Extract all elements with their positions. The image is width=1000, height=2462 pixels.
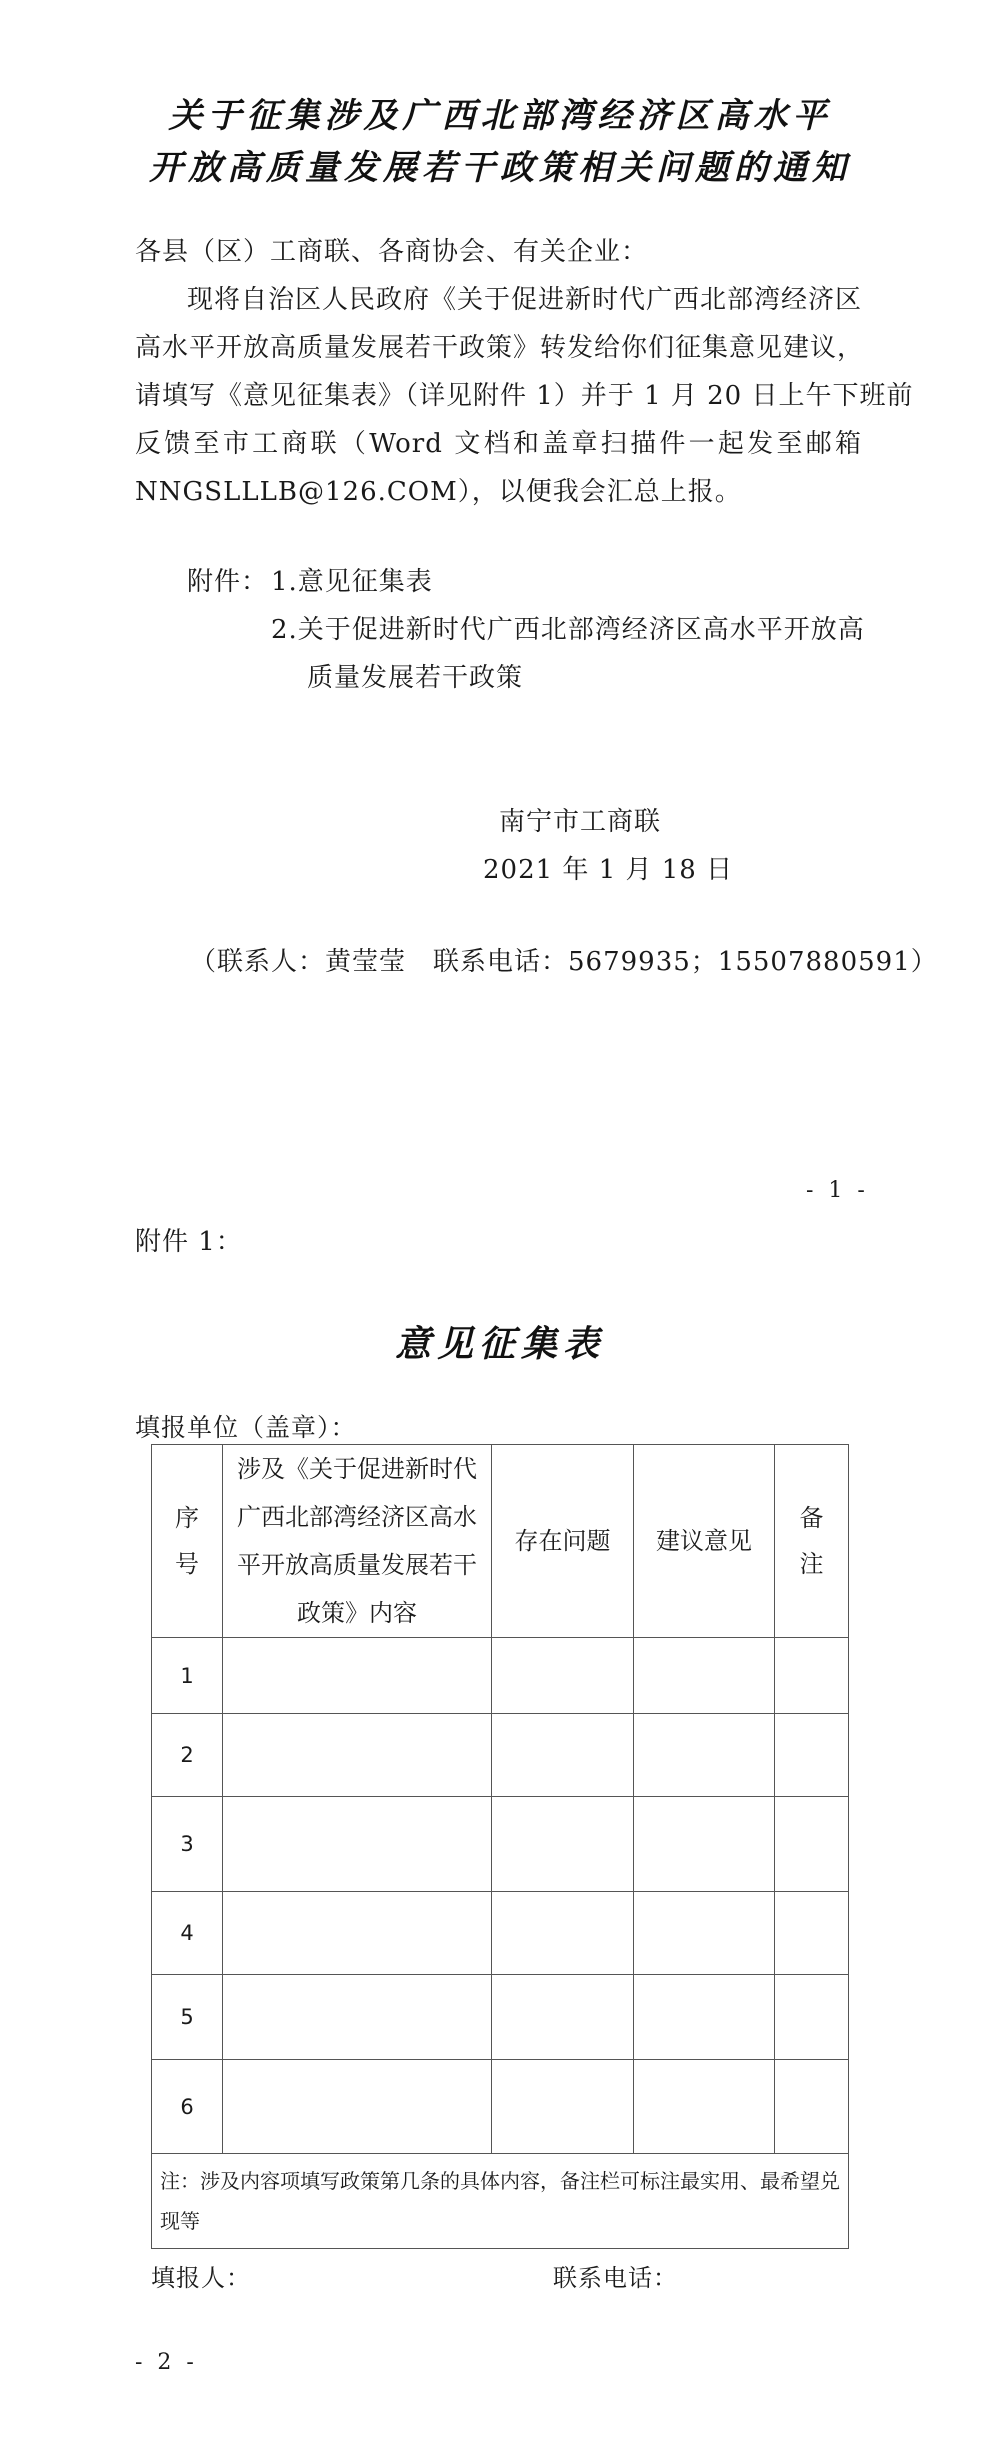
suggestions-cell[interactable] xyxy=(634,1975,775,2060)
table-note: 注：涉及内容项填写政策第几条的具体内容，备注栏可标注最实用、最希望兑现等 xyxy=(152,2154,849,2249)
problems-cell[interactable] xyxy=(492,1714,634,1797)
filler-label: 填报人： xyxy=(151,2264,251,2292)
policy-cell[interactable] xyxy=(223,1714,492,1797)
body-line-1: 现将自治区人民政府《关于促进新时代广西北部湾经济区 xyxy=(187,285,863,315)
problems-cell[interactable] xyxy=(492,1892,634,1975)
table-row xyxy=(152,2060,849,2154)
remarks-cell[interactable] xyxy=(775,2060,849,2154)
page-number-2: - 2 - xyxy=(135,2350,198,2375)
suggestions-cell[interactable] xyxy=(634,1714,775,1797)
body-line-4: 反馈至市工商联（Word 文档和盖章扫描件一起发至邮箱 xyxy=(135,429,862,459)
suggestions-cell[interactable] xyxy=(634,2060,775,2154)
form-title: 意见征集表 xyxy=(394,1323,605,1365)
problems-cell[interactable] xyxy=(492,1975,634,2060)
problems-cell[interactable] xyxy=(492,1638,634,1714)
row-index: 4 xyxy=(152,1892,223,1975)
phone-label: 联系电话： xyxy=(553,2264,678,2292)
row-index: 5 xyxy=(152,1975,223,2060)
header-remarks: 备注 xyxy=(775,1445,849,1638)
feedback-table xyxy=(151,1444,849,2249)
page-number-1: - 1 - xyxy=(806,1178,869,1203)
policy-cell[interactable] xyxy=(223,1797,492,1892)
table-note-row xyxy=(152,2154,849,2249)
contact-info: （联系人：黄莹莹 联系电话：5679935；15507880591） xyxy=(190,947,938,977)
body-line-5: NNGSLLLB@126.COM），以便我会汇总上报。 xyxy=(135,477,742,507)
table-row xyxy=(152,1797,849,1892)
body-line-2: 高水平开放高质量发展若干政策》转发给你们征集意见建议， xyxy=(135,333,865,363)
header-index: 序号 xyxy=(152,1445,223,1638)
remarks-cell[interactable] xyxy=(775,1638,849,1714)
issue-date: 2021 年 1 月 18 日 xyxy=(483,855,734,885)
remarks-cell[interactable] xyxy=(775,1797,849,1892)
row-index: 2 xyxy=(152,1714,223,1797)
remarks-cell[interactable] xyxy=(775,1892,849,1975)
table-row xyxy=(152,1714,849,1797)
policy-cell[interactable] xyxy=(223,1975,492,2060)
issuer: 南宁市工商联 xyxy=(499,807,662,837)
appendix-label: 附件 1： xyxy=(135,1227,243,1257)
row-index: 3 xyxy=(152,1797,223,1892)
remarks-cell[interactable] xyxy=(775,1975,849,2060)
row-index: 6 xyxy=(152,2060,223,2154)
suggestions-cell[interactable] xyxy=(634,1638,775,1714)
salutation: 各县（区）工商联、各商协会、有关企业： xyxy=(135,237,649,267)
policy-cell[interactable] xyxy=(223,2060,492,2154)
attachment-2-line2: 质量发展若干政策 xyxy=(307,663,524,693)
problems-cell[interactable] xyxy=(492,2060,634,2154)
suggestions-cell[interactable] xyxy=(634,1797,775,1892)
attachment-1: 1.意见征集表 xyxy=(271,567,433,597)
policy-cell[interactable] xyxy=(223,1638,492,1714)
attachment-2-line1: 2.关于促进新时代广西北部湾经济区高水平开放高 xyxy=(271,615,865,645)
policy-cell[interactable] xyxy=(223,1892,492,1975)
table-row xyxy=(152,1975,849,2060)
table-header-row xyxy=(152,1445,849,1638)
table-row xyxy=(152,1638,849,1714)
problems-cell[interactable] xyxy=(492,1797,634,1892)
header-policy-content: 涉及《关于促进新时代广西北部湾经济区高水平开放高质量发展若干政策》内容 xyxy=(223,1445,492,1638)
body-line-3: 请填写《意见征集表》（详见附件 1）并于 1 月 20 日上午下班前 xyxy=(135,381,914,411)
notice-title-line2: 开放高质量发展若干政策相关问题的通知 xyxy=(149,148,851,188)
notice-title-line1: 关于征集涉及广西北部湾经济区高水平 xyxy=(168,96,832,136)
header-suggestions: 建议意见 xyxy=(634,1445,775,1638)
remarks-cell[interactable] xyxy=(775,1714,849,1797)
row-index: 1 xyxy=(152,1638,223,1714)
header-problems: 存在问题 xyxy=(492,1445,634,1638)
attachments-label: 附件： xyxy=(187,567,269,597)
unit-label: 填报单位（盖章）： xyxy=(135,1413,357,1442)
table-row xyxy=(152,1892,849,1975)
suggestions-cell[interactable] xyxy=(634,1892,775,1975)
